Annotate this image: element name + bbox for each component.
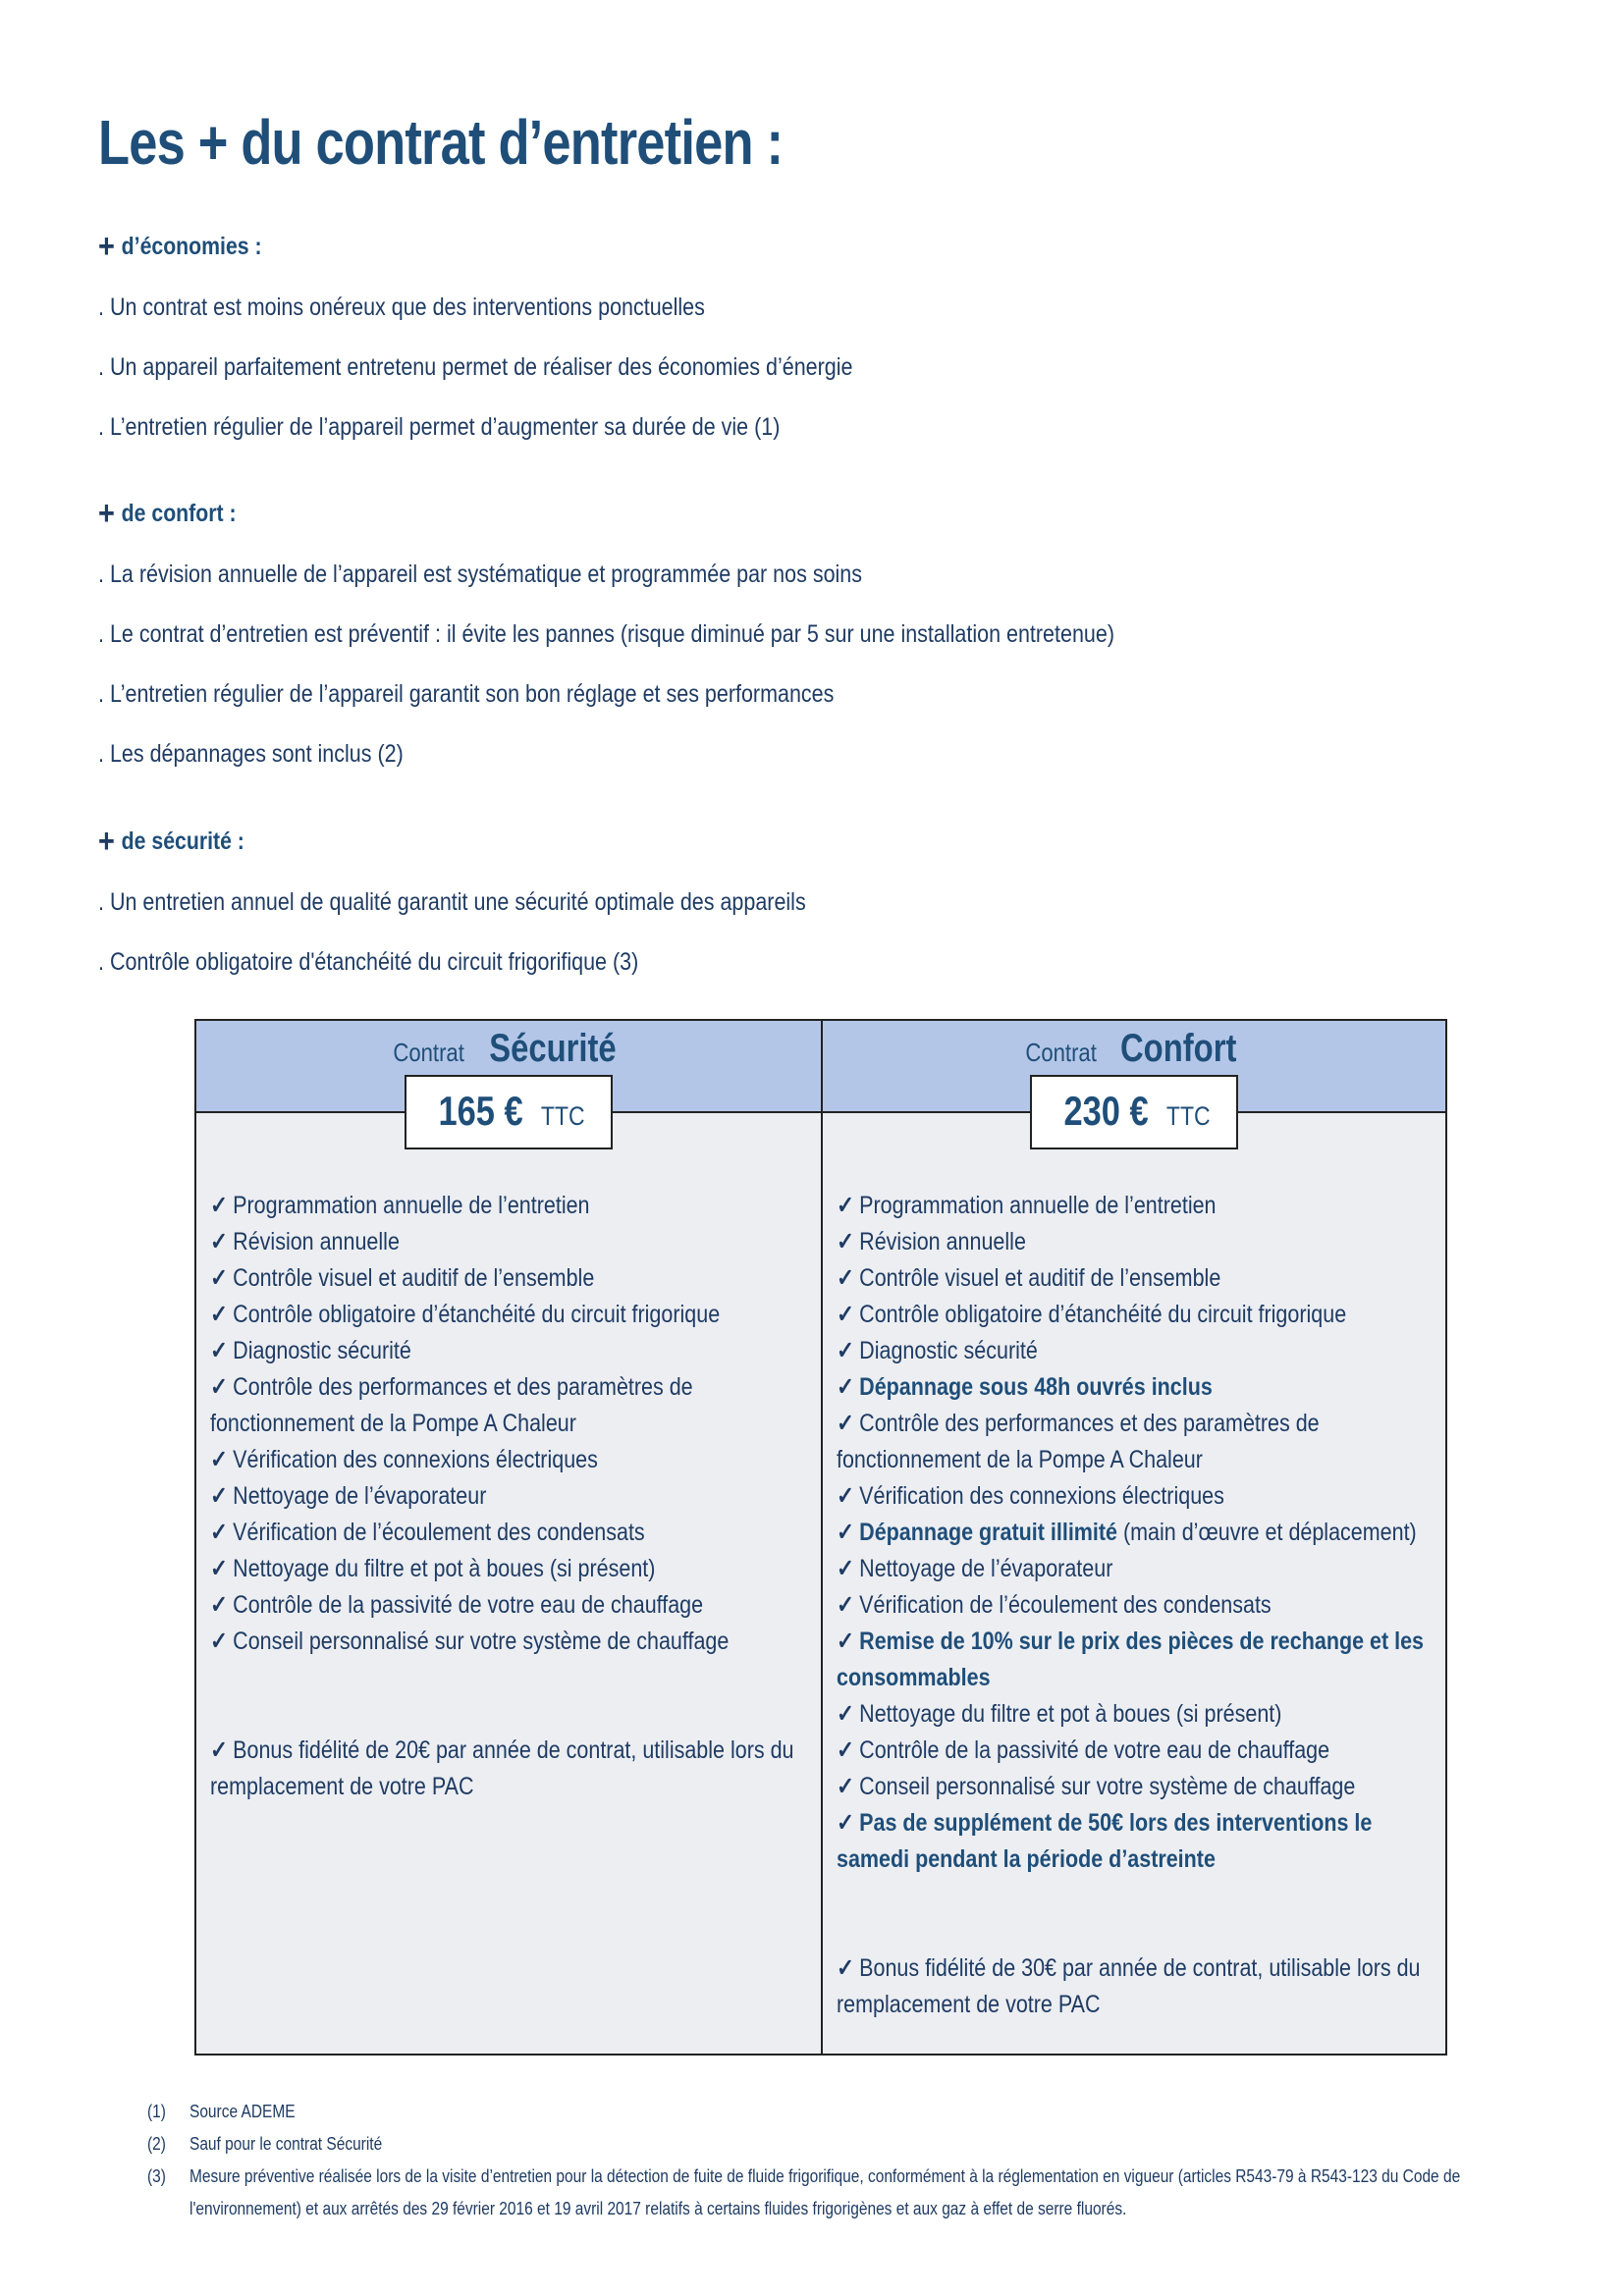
feature-item — [837, 1950, 1435, 2023]
feature-text: Contrôle obligatoire d’étanchéité du circuit frigorique — [859, 1301, 1347, 1328]
plan-label-big: Confort — [1119, 1027, 1237, 1070]
check-icon: ✓ — [210, 1482, 229, 1510]
feature-item — [837, 1515, 1435, 1551]
feature-text: Contrôle visuel et auditif de l’ensemble — [233, 1264, 595, 1292]
feature-item — [837, 1188, 1435, 1224]
price-suffix: TTC — [540, 1101, 585, 1131]
feature-text: Conseil personnalisé sur votre système de chauffage — [859, 1773, 1356, 1800]
bullet-item: . Le contrat d’entretien est préventif : il évite les pannes (risque diminué par 5 sur une installation entretenue) — [98, 620, 1114, 648]
plan-column-securite — [196, 1021, 821, 2054]
footnote-text: Source ADEME — [189, 2102, 296, 2121]
check-icon: ✓ — [837, 1410, 855, 1437]
feature-text: Contrôle de la passivité de votre eau de chauffage — [859, 1736, 1330, 1764]
contract-comparison-table — [194, 1019, 1447, 2056]
price-box — [405, 1075, 613, 1149]
feature-item — [210, 1369, 810, 1442]
feature-text: Conseil personnalisé sur votre système de chauffage — [233, 1628, 730, 1655]
feature-text: Nettoyage du filtre et pot à boues (si présent) — [859, 1700, 1282, 1728]
check-icon: ✓ — [210, 1192, 229, 1219]
footnote-text: Mesure préventive réalisée lors de la visite d’entretien pour la détection de fuite de fluide frigorifique, conformément à la réglementation en vigueur (articles R543-79 à R543-123 du Code de l'environnement) et aux arrêtés des 29 février 2016 et 19 avril 2017 relatifs à certains fluides frigorigènes et aux gaz à effet de serre fluorés. — [189, 2166, 1461, 2218]
plan-label-small: Contrat — [393, 1038, 465, 1067]
plus-icon: + — [98, 495, 115, 532]
check-icon: ✓ — [210, 1301, 229, 1328]
check-icon: ✓ — [837, 1954, 855, 1982]
section-heading — [98, 497, 1309, 530]
feature-text: Nettoyage de l’évaporateur — [233, 1482, 487, 1510]
feature-item — [837, 1696, 1435, 1733]
feature-text: Vérification des connexions électriques — [859, 1482, 1224, 1510]
feature-text: Révision annuelle — [233, 1228, 400, 1255]
feature-item — [210, 1551, 810, 1587]
price-box — [1030, 1075, 1238, 1149]
footnote-text: Sauf pour le contrat Sécurité — [189, 2134, 383, 2154]
feature-item — [210, 1733, 810, 1805]
feature-text: Pas de supplément de 50€ lors des interventions le samedi pendant la période d’astreinte — [837, 1809, 1373, 1873]
feature-item — [837, 1587, 1435, 1624]
section-securite — [98, 825, 1522, 1005]
check-icon: ✓ — [837, 1809, 855, 1837]
section-heading-label: de confort : — [121, 499, 237, 527]
bullet-item: . L’entretien régulier de l’appareil garantit son bon réglage et ses performances — [98, 680, 835, 708]
section-confort — [98, 497, 1522, 797]
footnote-number: (3) — [147, 2166, 166, 2186]
check-icon: ✓ — [210, 1519, 229, 1546]
footnote — [147, 2128, 1539, 2161]
feature-text: Dépannage gratuit illimité — [859, 1519, 1118, 1546]
feature-text: Révision annuelle — [859, 1228, 1026, 1255]
feature-text: Diagnostic sécurité — [859, 1337, 1038, 1364]
feature-text: Bonus fidélité de 20€ par année de contrat, utilisable lors du remplacement de votre PAC — [210, 1736, 794, 1800]
bullet-item: . Un contrat est moins onéreux que des interventions ponctuelles — [98, 294, 705, 321]
section-economies — [98, 230, 1522, 470]
check-icon: ✓ — [210, 1228, 229, 1255]
feature-list — [210, 1188, 811, 1805]
check-icon: ✓ — [837, 1700, 855, 1728]
footnote-number: (2) — [147, 2134, 166, 2154]
check-icon: ✓ — [837, 1482, 855, 1510]
check-icon: ✓ — [210, 1264, 229, 1292]
check-icon: ✓ — [210, 1628, 229, 1655]
feature-text: Nettoyage de l’évaporateur — [859, 1555, 1113, 1582]
feature-text: Remise de 10% sur le prix des pièces de rechange et les consommables — [837, 1628, 1424, 1691]
bullet-item: . Contrôle obligatoire d'étanchéité du circuit frigorifique (3) — [98, 948, 639, 976]
check-icon: ✓ — [210, 1591, 229, 1619]
check-icon: ✓ — [837, 1773, 855, 1800]
feature-item — [837, 1333, 1435, 1369]
plus-icon: + — [98, 228, 115, 265]
section-heading — [98, 230, 1309, 263]
check-icon: ✓ — [210, 1736, 229, 1764]
plan-name — [196, 1027, 821, 1071]
feature-item — [210, 1587, 810, 1624]
feature-text: Contrôle des performances et des paramètres de fonctionnement de la Pompe A Chaleur — [837, 1410, 1320, 1473]
feature-text: Contrôle obligatoire d’étanchéité du circuit frigorique — [233, 1301, 721, 1328]
footnote-number: (1) — [147, 2102, 166, 2121]
check-icon: ✓ — [210, 1446, 229, 1473]
footnote — [147, 2161, 1539, 2225]
feature-list — [837, 1188, 1435, 2023]
section-heading-label: d’économies : — [121, 232, 262, 260]
feature-item — [837, 1260, 1435, 1297]
feature-item — [210, 1297, 810, 1333]
feature-item — [210, 1442, 810, 1478]
page-title: Les + du contrat d’entretien : — [98, 107, 784, 178]
bullet-item: . La révision annuelle de l’appareil est systématique et programmée par nos soins — [98, 561, 863, 588]
feature-text: Programmation annuelle de l’entretien — [859, 1192, 1217, 1219]
bullet-item: . Les dépannages sont inclus (2) — [98, 740, 404, 768]
feature-item — [837, 1733, 1435, 1769]
check-icon: ✓ — [837, 1519, 855, 1546]
check-icon: ✓ — [837, 1228, 855, 1255]
feature-item — [210, 1224, 810, 1260]
price-amount: 165 € — [438, 1088, 523, 1134]
feature-item — [837, 1224, 1435, 1260]
feature-item — [837, 1406, 1435, 1478]
feature-item — [210, 1478, 810, 1515]
check-icon: ✓ — [837, 1373, 855, 1401]
feature-item — [837, 1369, 1435, 1406]
footnote — [147, 2096, 1539, 2128]
feature-text: Contrôle des performances et des paramètres de fonctionnement de la Pompe A Chaleur — [210, 1373, 693, 1437]
feature-text: Contrôle visuel et auditif de l’ensemble — [859, 1264, 1221, 1292]
check-icon: ✓ — [837, 1555, 855, 1582]
feature-item — [210, 1333, 810, 1369]
check-icon: ✓ — [837, 1301, 855, 1328]
feature-item — [837, 1769, 1435, 1805]
price-suffix: TTC — [1165, 1101, 1211, 1131]
feature-item — [837, 1551, 1435, 1587]
check-icon: ✓ — [837, 1264, 855, 1292]
check-icon: ✓ — [837, 1192, 855, 1219]
plan-label-small: Contrat — [1025, 1038, 1097, 1067]
feature-text: Bonus fidélité de 30€ par année de contrat, utilisable lors du remplacement de votre PAC — [837, 1954, 1421, 2018]
feature-item — [837, 1297, 1435, 1333]
feature-item — [837, 1805, 1435, 1878]
feature-item — [210, 1624, 810, 1660]
check-icon: ✓ — [210, 1337, 229, 1364]
section-heading-label: de sécurité : — [121, 827, 244, 855]
plan-column-confort — [821, 1021, 1445, 2054]
feature-text: Vérification de l’écoulement des condensats — [859, 1591, 1272, 1619]
feature-item — [837, 1624, 1435, 1696]
feature-item — [210, 1188, 810, 1224]
feature-item — [210, 1260, 810, 1297]
feature-suffix: (main d’œuvre et déplacement) — [1117, 1519, 1417, 1546]
feature-text: Diagnostic sécurité — [233, 1337, 411, 1364]
bullet-item: . L’entretien régulier de l’appareil permet d’augmenter sa durée de vie (1) — [98, 413, 781, 441]
feature-text: Dépannage sous 48h ouvrés inclus — [859, 1373, 1213, 1401]
feature-text: Vérification des connexions électriques — [233, 1446, 598, 1473]
check-icon: ✓ — [210, 1373, 229, 1401]
check-icon: ✓ — [837, 1628, 855, 1655]
feature-text: Programmation annuelle de l’entretien — [233, 1192, 590, 1219]
check-icon: ✓ — [837, 1736, 855, 1764]
section-heading — [98, 825, 1309, 858]
check-icon: ✓ — [837, 1591, 855, 1619]
plus-icon: + — [98, 823, 115, 860]
feature-text: Vérification de l’écoulement des condensats — [233, 1519, 645, 1546]
bullet-item: . Un entretien annuel de qualité garantit une sécurité optimale des appareils — [98, 888, 806, 916]
feature-text: Contrôle de la passivité de votre eau de chauffage — [233, 1591, 704, 1619]
feature-item — [210, 1515, 810, 1551]
price-amount: 230 € — [1063, 1088, 1149, 1134]
check-icon: ✓ — [837, 1337, 855, 1364]
feature-item — [837, 1478, 1435, 1515]
check-icon: ✓ — [210, 1555, 229, 1582]
plan-label-big: Sécurité — [489, 1027, 617, 1070]
bullet-item: . Un appareil parfaitement entretenu permet de réaliser des économies d’énergie — [98, 353, 853, 381]
footnotes — [147, 2096, 1542, 2225]
plan-name — [823, 1027, 1445, 1071]
feature-text: Nettoyage du filtre et pot à boues (si présent) — [233, 1555, 656, 1582]
